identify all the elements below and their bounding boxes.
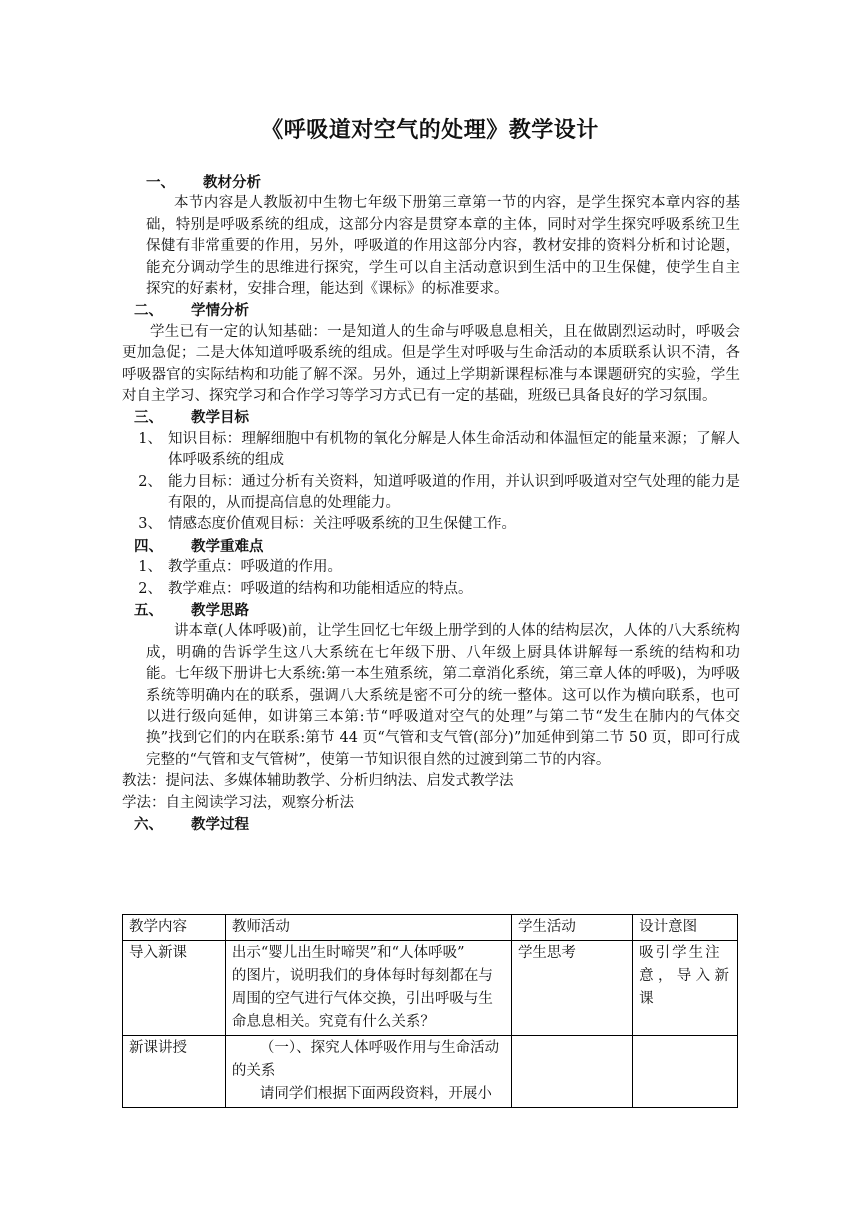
list-item: [122, 579, 740, 600]
table-row: [123, 1036, 738, 1108]
cell-line: 出示“婴儿出生时啼哭”和“人体呼吸”: [231, 945, 465, 961]
cell-line: 的图片，说明我们的身体每时每刻都在与: [231, 968, 493, 984]
table-header-cell: 设计意图: [633, 915, 738, 941]
section-number-label: 四、: [134, 537, 163, 555]
cell-line: 命息息相关。究竟有什么关系？: [231, 1014, 435, 1030]
list-item-number: 1、: [138, 559, 162, 576]
section-title: 学情分析: [191, 302, 249, 320]
section-heading-4: [122, 536, 740, 557]
table-cell-purpose: [633, 1036, 738, 1108]
cell-line: 周围的空气进行气体交换，引出呼吸与生: [231, 991, 493, 1007]
section-number-label: 一、: [146, 174, 175, 191]
table-header-cell: 学生活动: [511, 915, 632, 941]
table-cell-content: 导入新课: [123, 941, 226, 1036]
teaching-methods: 教法：提问法、多媒体辅助教学、分析归纳法、启发式教学法: [122, 773, 514, 790]
list-item-text: 情感态度价值观目标：关注呼吸系统的卫生保健工作。: [168, 516, 516, 533]
table-row: [123, 941, 738, 1036]
cell-line: （一）、探究人体呼吸作用与生命活动: [259, 1040, 500, 1056]
list-item-text: 能力目标：通过分析有关资料，知道呼吸道的作用，并认识到呼吸道对空气处理的能力是有限的，从而提高信息的处理能力。: [168, 473, 740, 512]
section-heading-5: [122, 600, 740, 621]
cell-line: 意，导入新课: [639, 968, 731, 1007]
table-cell-teacher: [225, 941, 511, 1036]
document-body: [122, 172, 740, 836]
section-heading-6: [122, 814, 740, 835]
table-cell-purpose: [633, 941, 738, 1036]
section-5-paragraph: 讲本章(人体呼吸)前，让学生回忆七年级上册学到的人体的结构层次，人体的八大系统构成，明确的告诉学生这八大系统在七年级下册、八年级上厨具体讲解每一系统的结构和功能。七年级下册讲七大系统:第一本生殖系统，第二章消化系统，第三章人体的呼吸)，为呼吸系统等明确内在的联系，强调八大系统是密不可分的统一整体。这可以作为横向联系，也可以进行级向延伸，如讲第三本第:节“呼吸道对空气的处理”与第二节“发生在肺内的气体交换”找到它们的内在联系:第节 44 页“气管和支气管(部分)”加延伸到第二节 50 页，即可行成完整的“气管和支气管树”，使第一节知识很自然的过渡到第二节的内容。: [146, 623, 740, 768]
table-cell-student: [511, 1036, 632, 1108]
list-item: [122, 429, 740, 472]
document-title: 《呼吸道对空气的处理》教学设计: [261, 117, 599, 143]
list-item: [122, 472, 740, 515]
table-header-cell: 教学内容: [123, 915, 226, 941]
list-item-number: 1、: [138, 430, 162, 447]
section-title: 教学过程: [191, 816, 249, 834]
list-item-text: 教学难点：呼吸道的结构和功能相适应的特点。: [168, 580, 473, 597]
table-cell-student: 学生思考: [511, 941, 632, 1036]
section-heading-2: [122, 300, 740, 321]
table-cell-teacher: [225, 1036, 511, 1108]
table-header-row: [123, 915, 738, 941]
list-item-number: 3、: [138, 516, 162, 533]
list-item: [122, 557, 740, 578]
section-heading-3: [122, 407, 740, 428]
table-cell-content: 新课讲授: [123, 1036, 226, 1108]
list-item-number: 2、: [138, 473, 162, 490]
cell-line: 请同学们根据下面两段资料，开展小: [259, 1086, 492, 1102]
section-number-label: 五、: [134, 602, 163, 620]
section-title: 教学思路: [191, 602, 249, 620]
section-number-label: 六、: [134, 816, 163, 834]
section-1-paragraph: 本节内容是人教版初中生物七年级下册第三章第一节的内容，是学生探究本章内容的基础，特别是呼吸系统的组成，这部分内容是贯穿本章的主体，同时对学生探究呼吸系统卫生保健有非常重要的作用，另外，呼吸道的作用这部分内容，教材安排的资料分析和讨论题，能充分调动学生的思维进行探究，学生可以自主活动意识到生活中的卫生保健，使学生自主探究的好素材，安排合理，能达到《课标》的标准要求。: [146, 195, 740, 298]
cell-line: 的关系: [231, 1063, 276, 1079]
learning-methods: 学法：自主阅读学习法，观察分析法: [122, 794, 354, 811]
list-item-number: 2、: [138, 580, 162, 597]
section-title: 教学目标: [191, 409, 249, 427]
table-header-cell: 教师活动: [225, 915, 511, 941]
list-item-text: 教学重点：呼吸道的作用。: [168, 559, 342, 576]
section-title: 教学重难点: [191, 537, 264, 555]
section-number: [122, 172, 134, 193]
teaching-process-table: [122, 914, 738, 1108]
cell-line: 吸引学生注: [639, 945, 722, 961]
list-item-text: 知识目标：理解细胞中有机物的氧化分解是人体生命活动和体温恒定的能量来源；了解人体呼吸系统的组成: [168, 430, 740, 469]
section-2-paragraph: 学生已有一定的认知基础：一是知道人的生命与呼吸息息相关，且在做剧烈运动时，呼吸会更加急促；二是大体知道呼吸系统的组成。但是学生对呼吸与生命活动的本质联系认识不清，各呼吸器官的实际结构和功能了解不深。另外，通过上学期新课程标准与本课题研究的实验，学生对自主学习、探究学习和合作学习等学习方式已有一定的基础，班级已具备良好的学习氛围。: [122, 323, 740, 405]
section-title: 教材分析: [203, 174, 261, 191]
list-item: [122, 514, 740, 535]
section-number-label: 三、: [134, 409, 163, 427]
section-heading-1: [122, 172, 740, 193]
section-number-label: 二、: [134, 302, 163, 320]
